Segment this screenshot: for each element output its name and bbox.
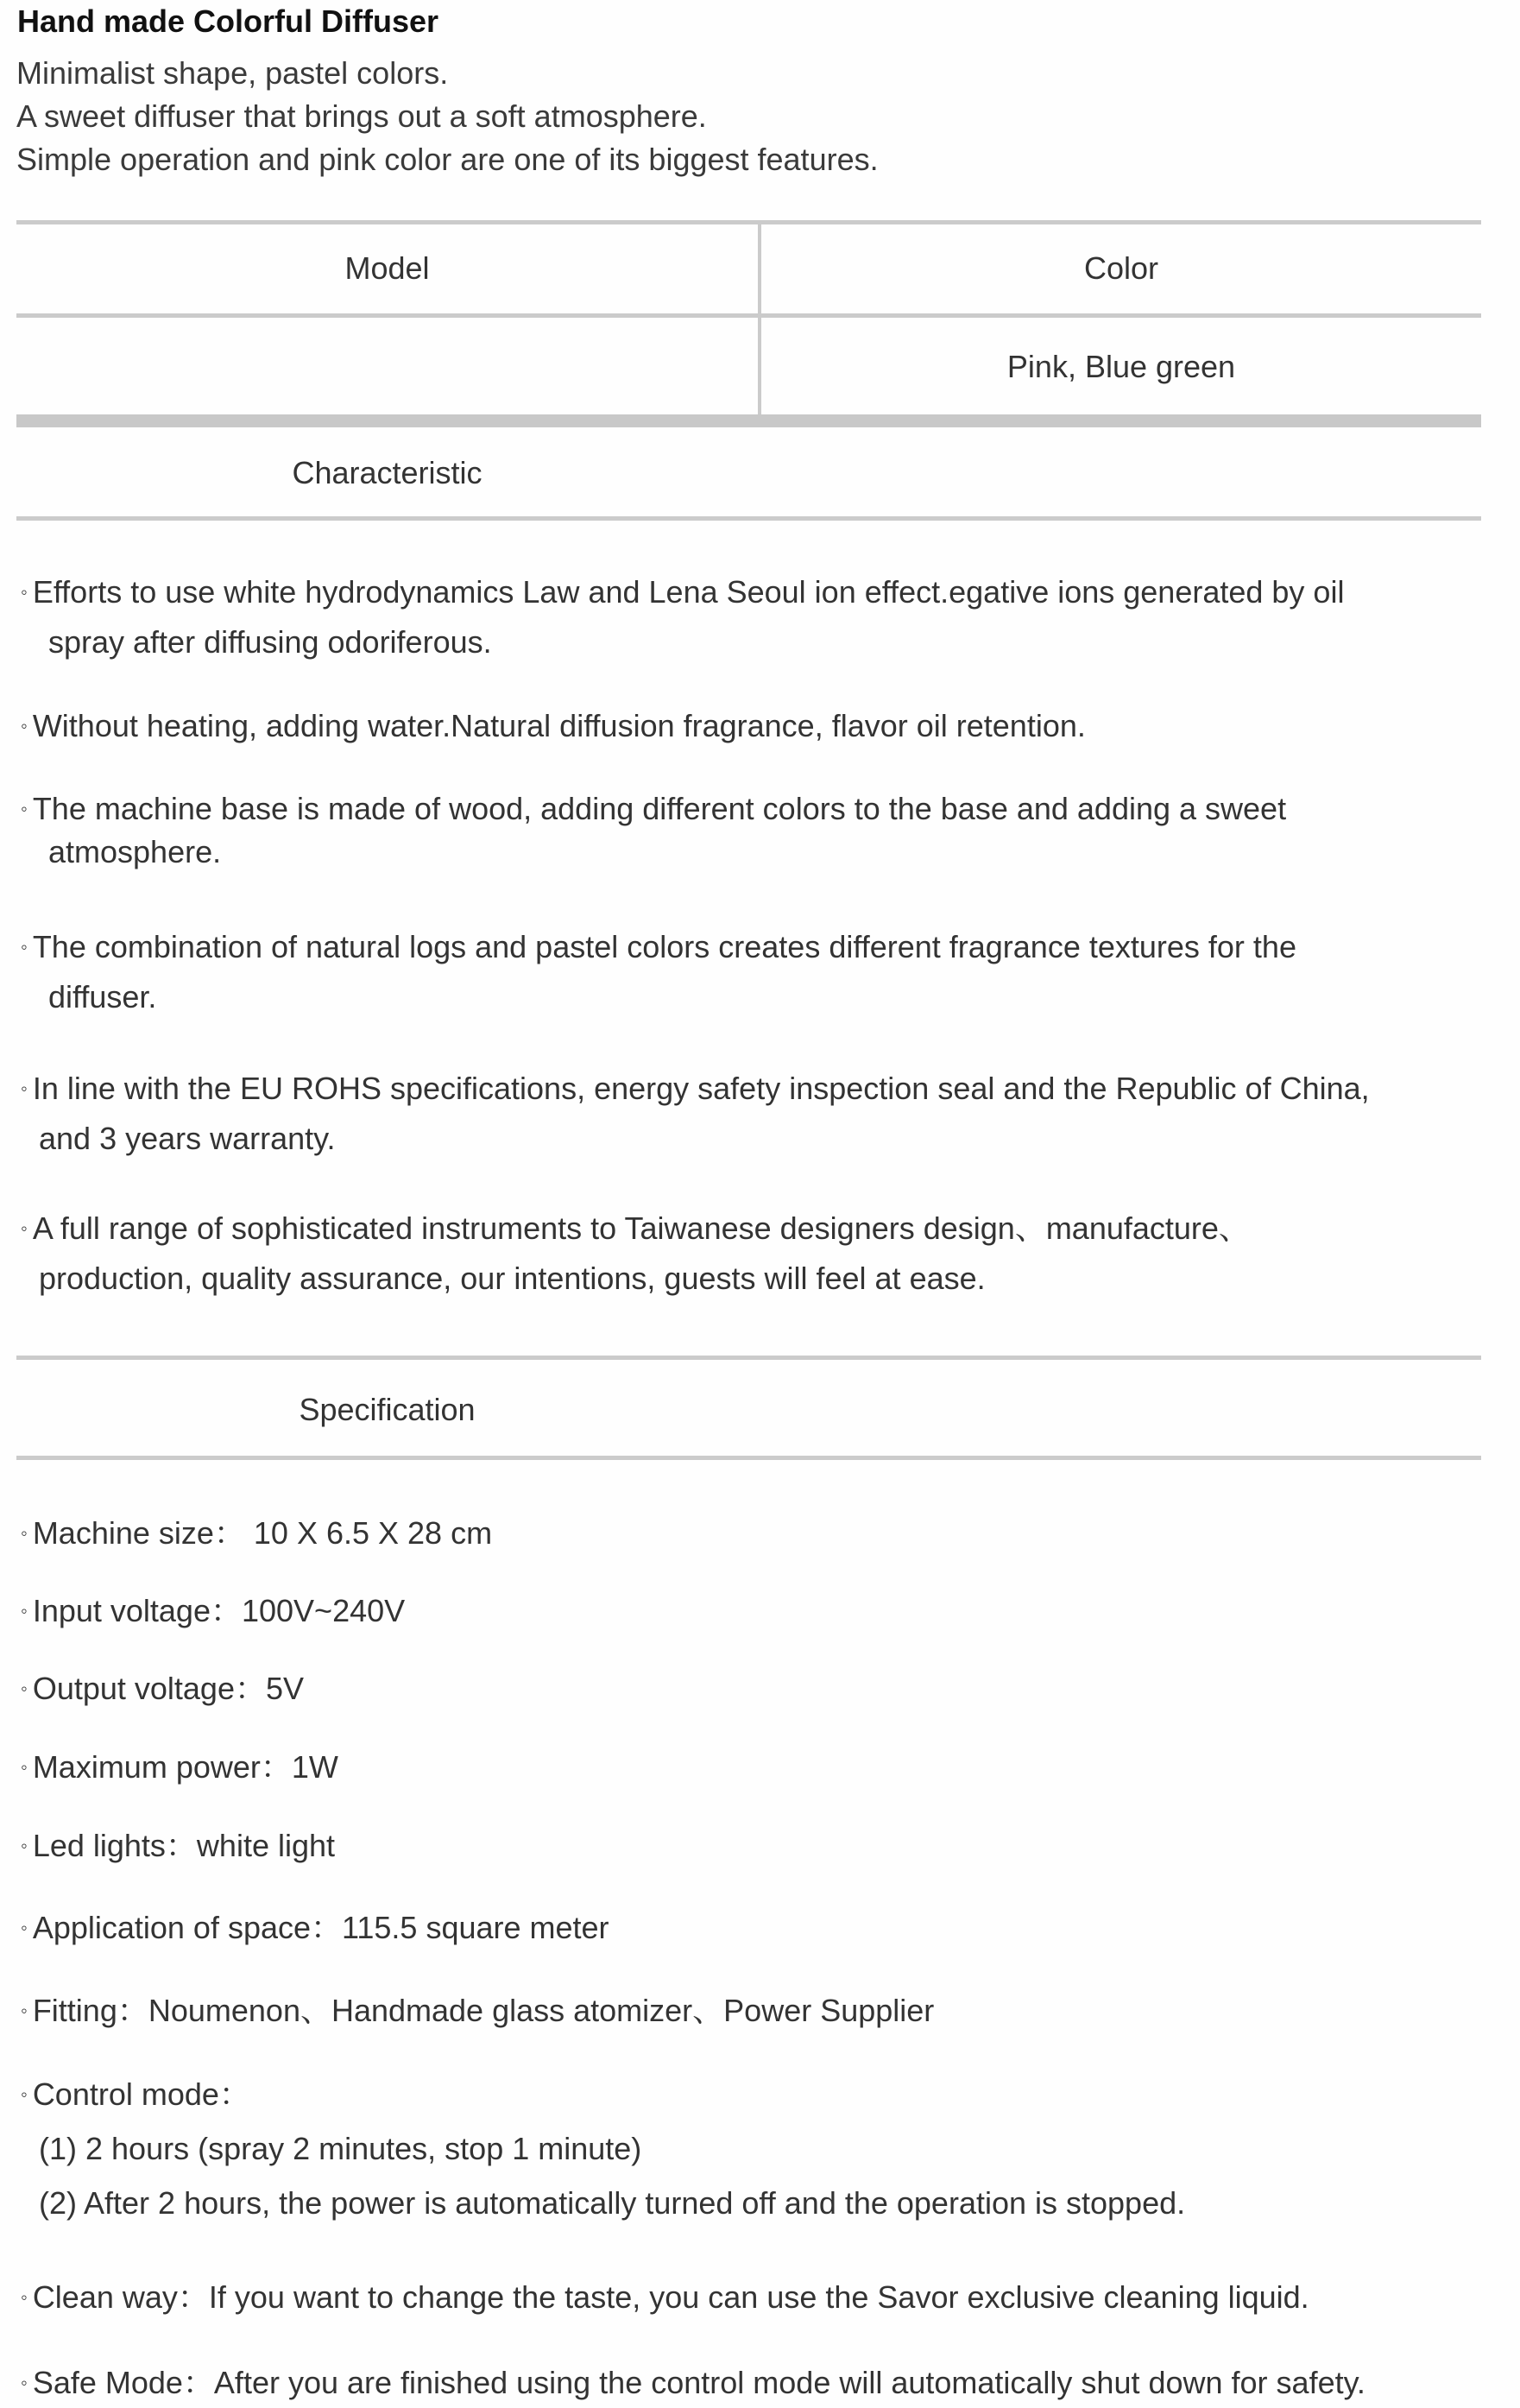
- intro-line: Minimalist shape, pastel colors.: [16, 55, 449, 91]
- intro-line: Simple operation and pink color are one of its biggest features.: [16, 142, 879, 177]
- item-text: Application of space：115.5 square meter: [32, 1910, 609, 1945]
- table-header-model: Model: [344, 250, 430, 286]
- characteristic-item: [21, 701, 1086, 751]
- table-bottom-bar: [16, 414, 1481, 427]
- characteristic-item: [21, 567, 1344, 667]
- item-text: Machine size： 10 X 6.5 X 28 cm: [32, 1515, 493, 1551]
- table-top-border: [16, 220, 1481, 224]
- item-text: Control mode：: [32, 2076, 250, 2112]
- item-text-continued: and 3 years warranty.: [39, 1121, 336, 1156]
- item-text-continued: atmosphere.: [48, 834, 222, 869]
- item-text: Fitting：Noumenon、Handmade glass atomizer、Power Supplier: [32, 1993, 935, 2028]
- spec-item-maximum-power: [21, 1742, 338, 1792]
- item-text: The machine base is made of wood, adding different colors to the base and adding a sweet: [32, 791, 1287, 826]
- bullet-icon: ◦: [21, 1600, 28, 1621]
- bullet-icon: ◦: [21, 581, 28, 603]
- item-text: Efforts to use white hydrodynamics Law and Lena Seoul ion effect.egative ions generated by oil: [32, 574, 1345, 610]
- characteristic-item: [21, 1064, 1370, 1164]
- bullet-icon: ◦: [21, 1078, 28, 1099]
- bullet-icon: ◦: [21, 1917, 28, 1938]
- section-divider: [16, 1356, 1481, 1360]
- item-text: Clean way：If you want to change the taste, you can use the Savor exclusive cleaning liquid.: [32, 2279, 1309, 2315]
- item-text-continued: diffuser.: [48, 979, 157, 1014]
- bullet-icon: ◦: [21, 2083, 28, 2105]
- bullet-icon: ◦: [21, 1835, 28, 1856]
- spec-item-safe-mode: [21, 2358, 1365, 2408]
- spec-item-input-voltage: [21, 1586, 405, 1636]
- item-text-continued: production, quality assurance, our intentions, guests will feel at ease.: [39, 1261, 986, 1296]
- item-text: Output voltage：5V: [32, 1671, 305, 1706]
- control-mode-step: (1) 2 hours (spray 2 minutes, stop 1 minute): [39, 2131, 642, 2166]
- spec-item-clean-way: [21, 2272, 1309, 2323]
- bullet-icon: ◦: [21, 2372, 28, 2393]
- bullet-icon: ◦: [21, 1756, 28, 1778]
- spec-item-fitting: [21, 1986, 934, 2036]
- item-text: A full range of sophisticated instruments to Taiwanese designers design、manufacture、: [32, 1210, 1250, 1246]
- table-row-divider: [16, 313, 1481, 318]
- bullet-icon: ◦: [21, 2286, 28, 2308]
- characteristic-item: [21, 922, 1296, 1022]
- bullet-icon: ◦: [21, 936, 28, 958]
- spec-item-output-voltage: [21, 1664, 304, 1714]
- bullet-icon: ◦: [21, 715, 28, 736]
- item-text: Safe Mode：After you are finished using the control mode will automatically shut down for safety.: [32, 2365, 1365, 2400]
- spec-item-machine-size: [21, 1508, 492, 1558]
- table-header-color: Color: [1083, 250, 1159, 286]
- page-title: Hand made Colorful Diffuser: [17, 3, 439, 39]
- intro-line: A sweet diffuser that brings out a soft atmosphere.: [16, 98, 707, 134]
- spec-item-application-space: [21, 1903, 609, 1953]
- control-mode-step: (2) After 2 hours, the power is automatically turned off and the operation is stopped.: [39, 2185, 1186, 2221]
- item-text: In line with the EU ROHS specifications, energy safety inspection seal and the Republic of China,: [32, 1071, 1370, 1106]
- bullet-icon: ◦: [21, 2000, 28, 2021]
- section-divider: [16, 516, 1481, 521]
- spec-item-led-lights: [21, 1821, 335, 1871]
- section-heading-characteristic: Characteristic: [292, 455, 482, 490]
- characteristic-item: [21, 784, 1286, 877]
- bullet-icon: ◦: [21, 1217, 28, 1239]
- table-cell-color: Pink, Blue green: [1006, 349, 1236, 384]
- item-text: The combination of natural logs and pastel colors creates different fragrance textures for the: [32, 929, 1296, 964]
- section-heading-specification: Specification: [299, 1392, 476, 1427]
- item-text-continued: spray after diffusing odoriferous.: [48, 624, 492, 660]
- item-text: Input voltage：100V~240V: [32, 1593, 406, 1628]
- item-text: Led lights：white light: [32, 1828, 336, 1863]
- characteristic-item: [21, 1204, 1250, 1304]
- spec-item-control-mode: [21, 2070, 250, 2120]
- bullet-icon: ◦: [21, 798, 28, 819]
- section-divider: [16, 1456, 1481, 1460]
- item-text: Without heating, adding water.Natural diffusion fragrance, flavor oil retention.: [32, 708, 1086, 743]
- item-text: Maximum power：1W: [32, 1749, 338, 1785]
- bullet-icon: ◦: [21, 1678, 28, 1699]
- bullet-icon: ◦: [21, 1522, 28, 1544]
